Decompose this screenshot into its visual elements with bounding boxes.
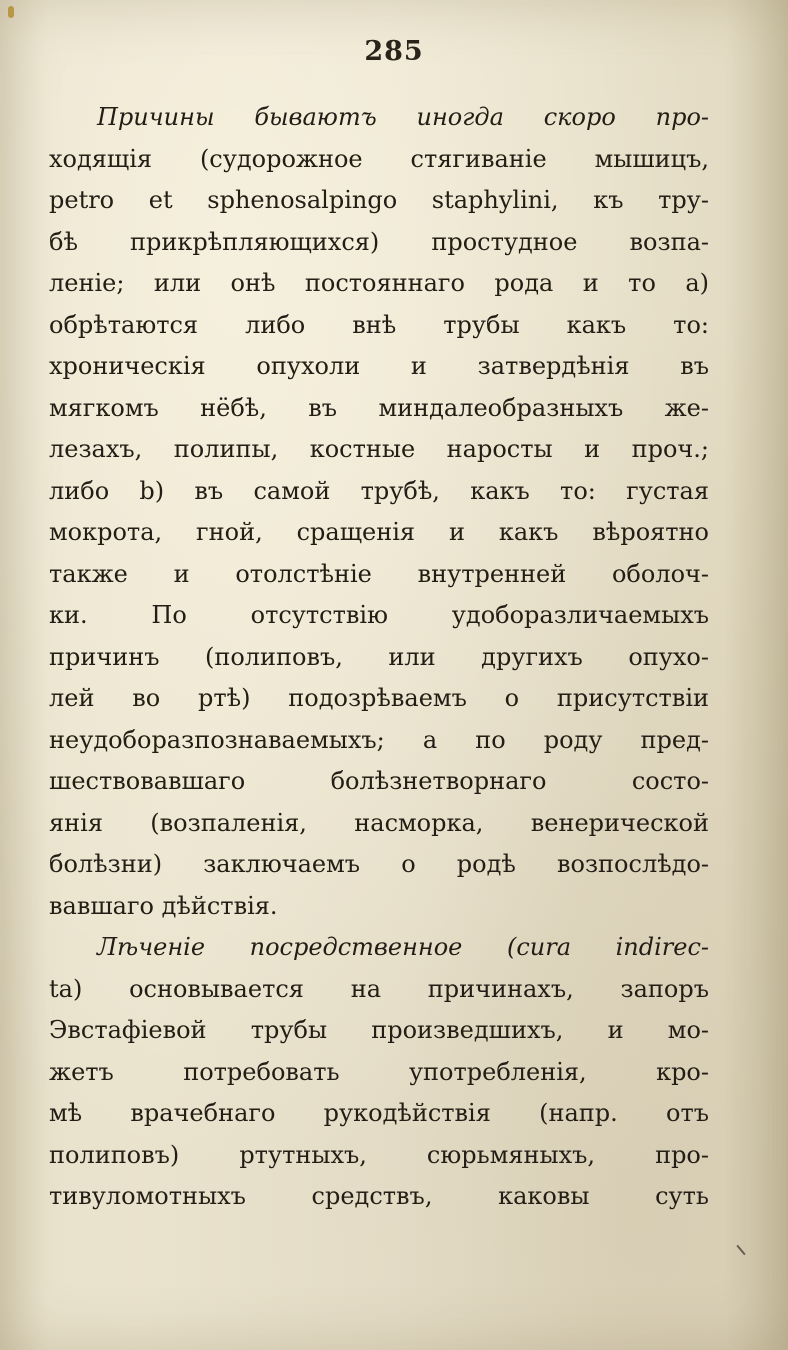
text-line: лезахъ, полипы, костные наросты и проч.; [49, 435, 709, 463]
text-line: полиповъ) ртутныхъ, сюрьмяныхъ, про- [49, 1140, 709, 1169]
text-line: petro et sphenosalpingo staphylini, къ тру- [49, 186, 709, 214]
line-text: Лѣченіе посредственное (cura indirec- [97, 933, 709, 961]
text-line: также и отолстѣніе внутренней оболоч- [49, 559, 709, 588]
line-text: Причины бываютъ иногда скоро про- [97, 103, 709, 131]
ink-stain [8, 6, 14, 18]
printer-mark [736, 1245, 745, 1255]
text-line: жетъ потребовать употребленія, кро- [49, 1057, 709, 1086]
text-line: мѣ врачебнаго рукодѣйствія (напр. отъ [49, 1099, 709, 1127]
text-line: мокрота, гной, сращенія и какъ вѣроятно [49, 518, 709, 546]
text-line: леніе; или онѣ постояннаго рода и то а) [49, 269, 709, 297]
text-line: мягкомъ нёбѣ, въ миндалеобразныхъ же- [49, 393, 709, 422]
text-line: причинъ (полиповъ, или другихъ опухо- [49, 642, 709, 671]
text-line: ки. По отсутствію удоборазличаемыхъ [49, 601, 709, 629]
text-line: либо b) въ самой трубѣ, какъ то: густая [49, 476, 709, 505]
text-line: шествовавшаго болѣзнетворнаго состо- [49, 767, 709, 795]
text-line: Эвстафіевой трубы произведшихъ, и мо- [49, 1016, 709, 1044]
text-line: бѣ прикрѣпляющихся) простудное возпа- [49, 227, 709, 256]
text-line [49, 927, 709, 969]
body-text [49, 97, 709, 1218]
text-line: ta) основывается на причинахъ, запоръ [49, 974, 709, 1003]
text-line: болѣзни) заключаемъ о родѣ возпослѣдо- [49, 850, 709, 878]
text-line: тивуломотныхъ средствъ, каковы суть [49, 1182, 709, 1210]
text-line: хроническія опухоли и затвердѣнія въ [49, 352, 709, 380]
text-line: янія (возпаленія, насморка, венерической [49, 808, 709, 837]
text-line: лей во ртѣ) подозрѣваемъ о присутствіи [49, 684, 709, 712]
text-line: вавшаго дѣйствія. [49, 891, 278, 920]
text-line: обрѣтаются либо внѣ трубы какъ то: [49, 310, 709, 339]
page-number: 285 [364, 36, 424, 67]
text-line: ходящія (судорожное стягиваніе мышицъ, [49, 144, 709, 173]
text-line [49, 97, 709, 139]
text-line: неудоборазпознаваемыхъ; а по роду пред- [49, 725, 709, 754]
